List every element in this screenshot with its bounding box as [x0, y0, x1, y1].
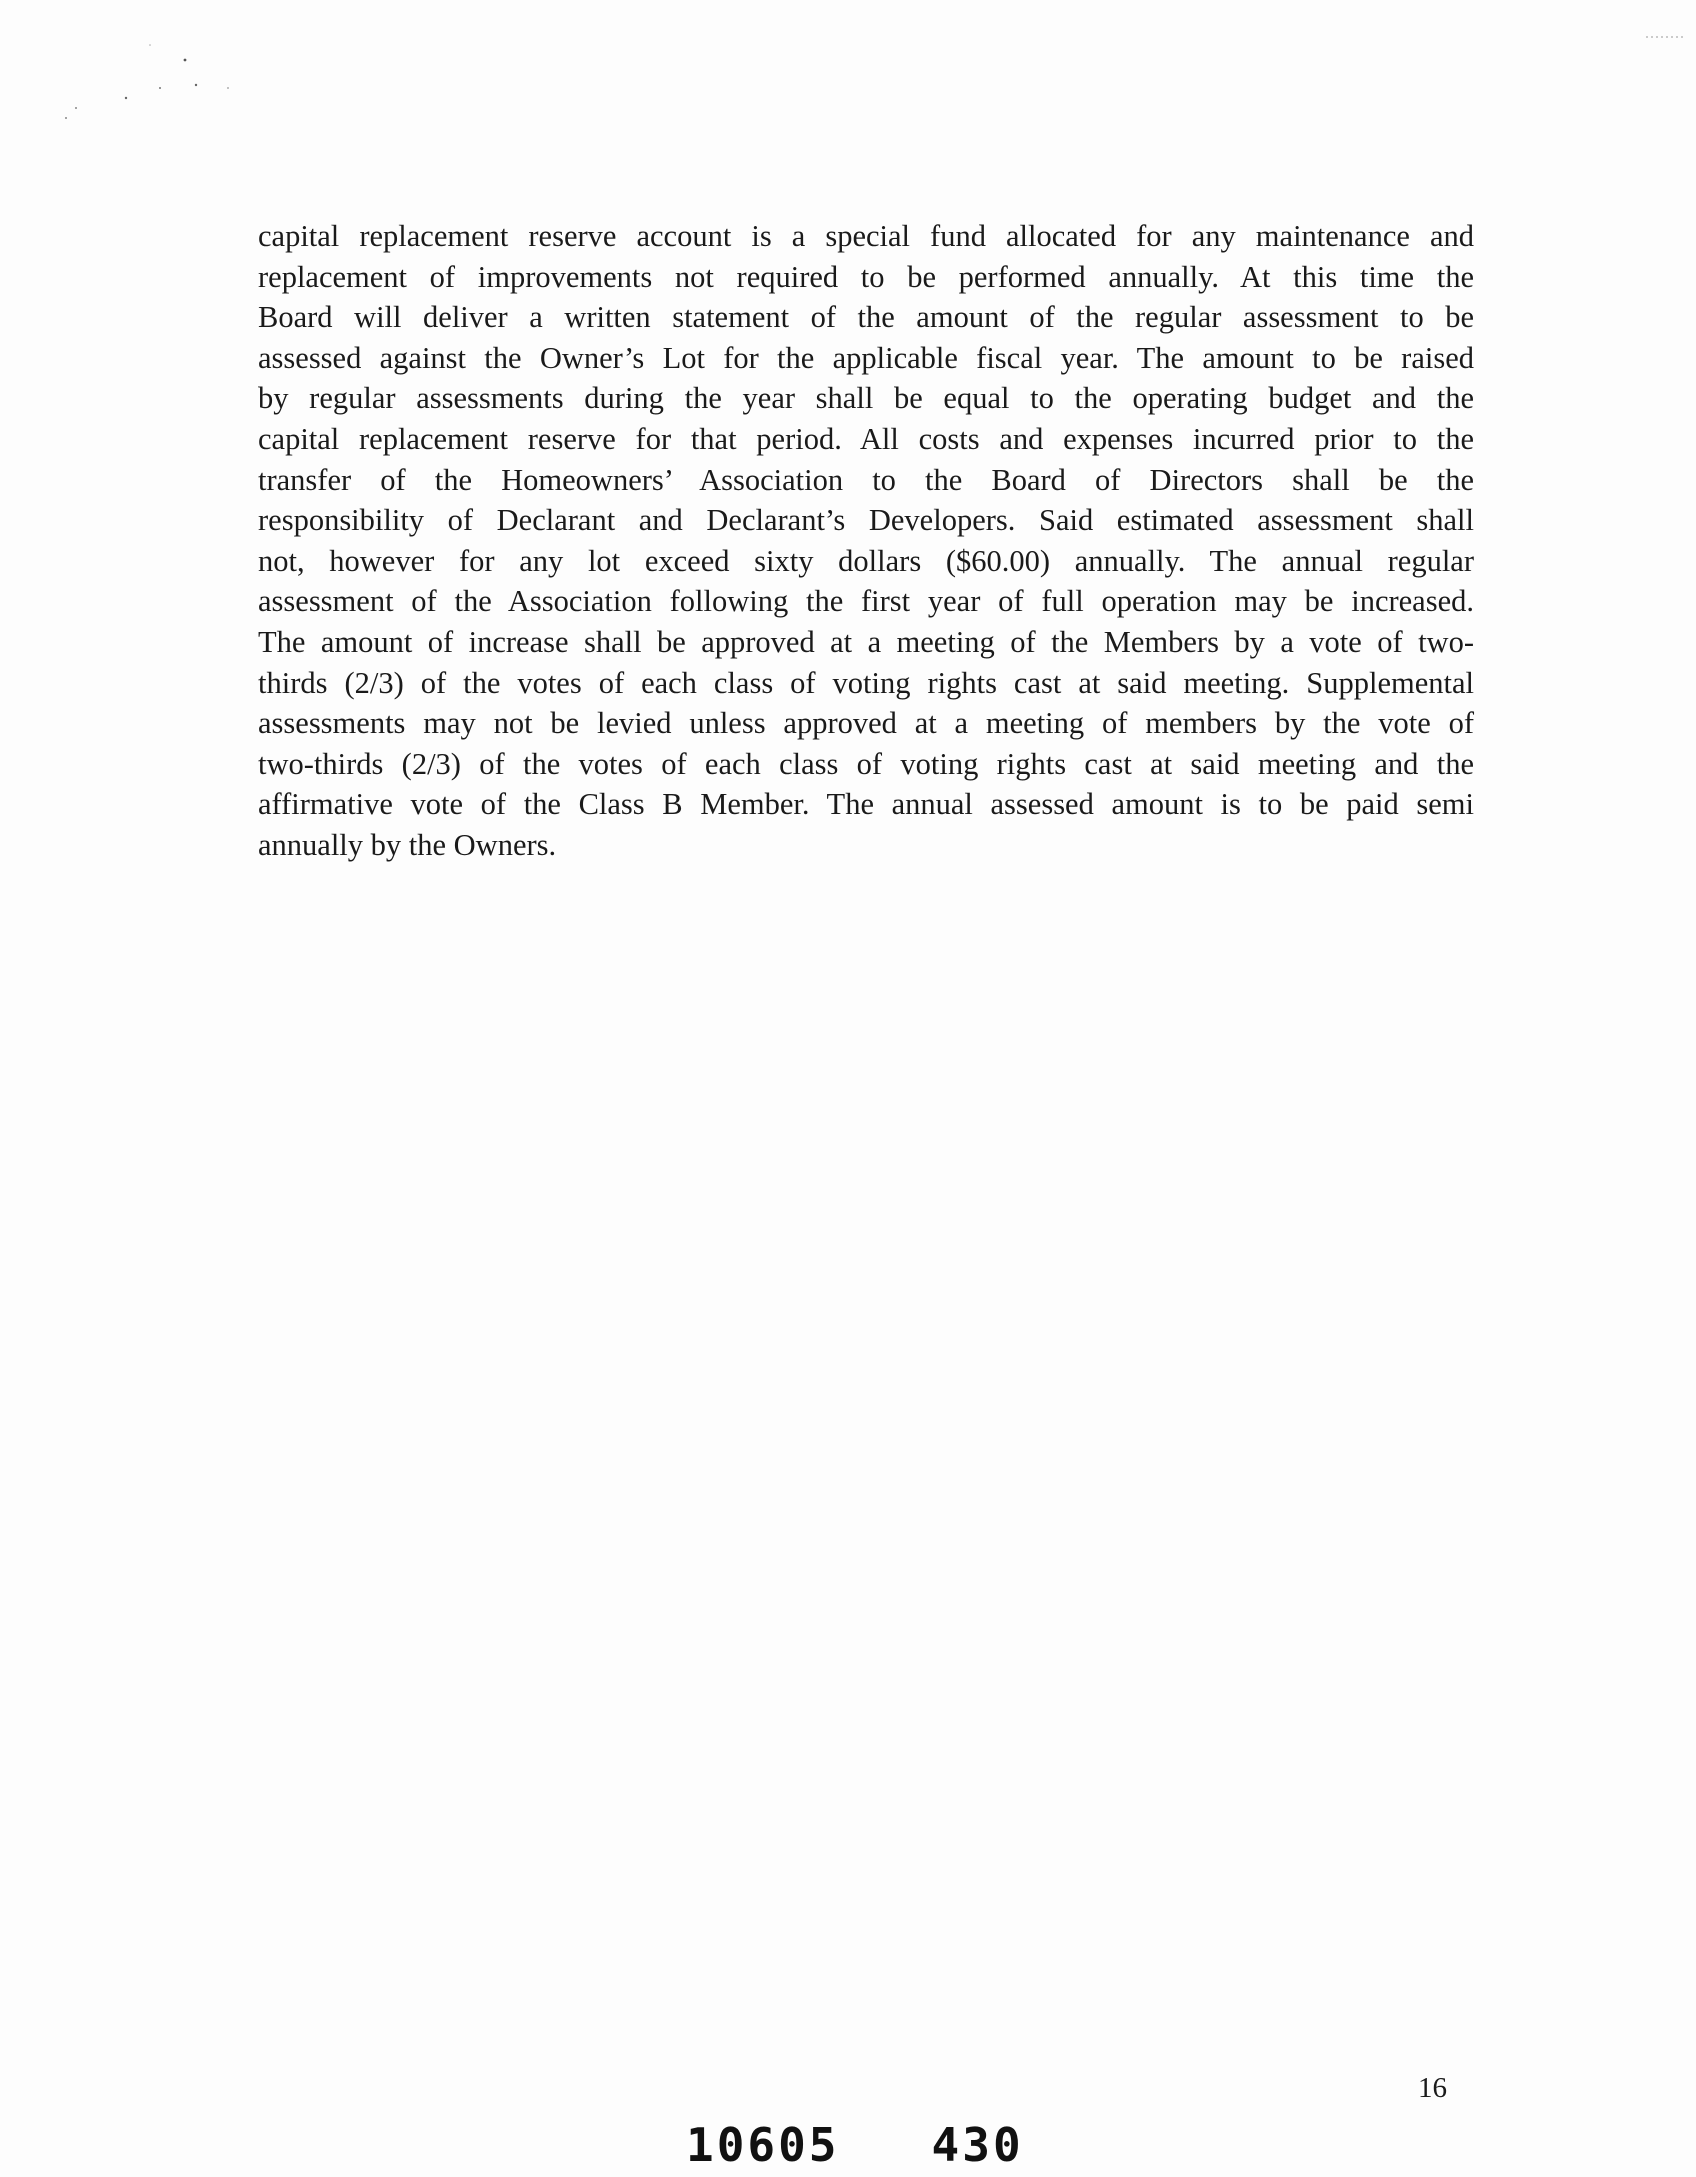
paragraph-line: transfer of the Homeowners’ Association to the Board of Directors shall be the	[258, 462, 1474, 497]
record-book-page-stamp: 10605 430	[686, 2118, 1024, 2172]
paragraph-line: by regular assessments during the year shall be equal to the operating budget and the	[258, 381, 1474, 416]
paragraph-line: capital replacement reserve account is a special fund allocated for any maintenance and	[258, 219, 1474, 253]
paragraph-line: assessed against the Owner’s Lot for the applicable fiscal year. The amount to be raised	[258, 340, 1474, 375]
paragraph-line: thirds (2/3) of the votes of each class of voting rights cast at said meeting. Supplemental	[258, 665, 1474, 700]
paragraph-line: two-thirds (2/3) of the votes of each class of voting rights cast at said meeting and the	[258, 746, 1474, 781]
page-number: 16	[1418, 2072, 1447, 2104]
paragraph-line: affirmative vote of the Class B Member. The annual assessed amount is to be paid semi	[258, 787, 1474, 822]
paragraph-line: annually by the Owners.	[258, 827, 557, 862]
paragraph-line: not, however for any lot exceed sixty dollars ($60.00) annually. The annual regular	[258, 543, 1474, 578]
paragraph-line: replacement of improvements not required to be performed annually. At this time the	[258, 259, 1474, 294]
paragraph-line: The amount of increase shall be approved at a meeting of the Members by a vote of two-	[258, 624, 1474, 659]
paragraph-line: assessments may not be levied unless approved at a meeting of members by the vote of	[258, 706, 1474, 741]
paragraph-line: capital replacement reserve for that period. All costs and expenses incurred prior to the	[258, 421, 1474, 456]
paragraph-line: assessment of the Association following the first year of full operation may be increased.	[258, 584, 1474, 619]
body-paragraph	[258, 216, 1474, 866]
paragraph-line: responsibility of Declarant and Declarant’s Developers. Said estimated assessment shall	[258, 503, 1474, 538]
corner-scan-marks	[1646, 34, 1686, 40]
paragraph-line: Board will deliver a written statement of the amount of the regular assessment to be	[258, 300, 1474, 335]
scan-artifact-marks	[60, 40, 260, 130]
